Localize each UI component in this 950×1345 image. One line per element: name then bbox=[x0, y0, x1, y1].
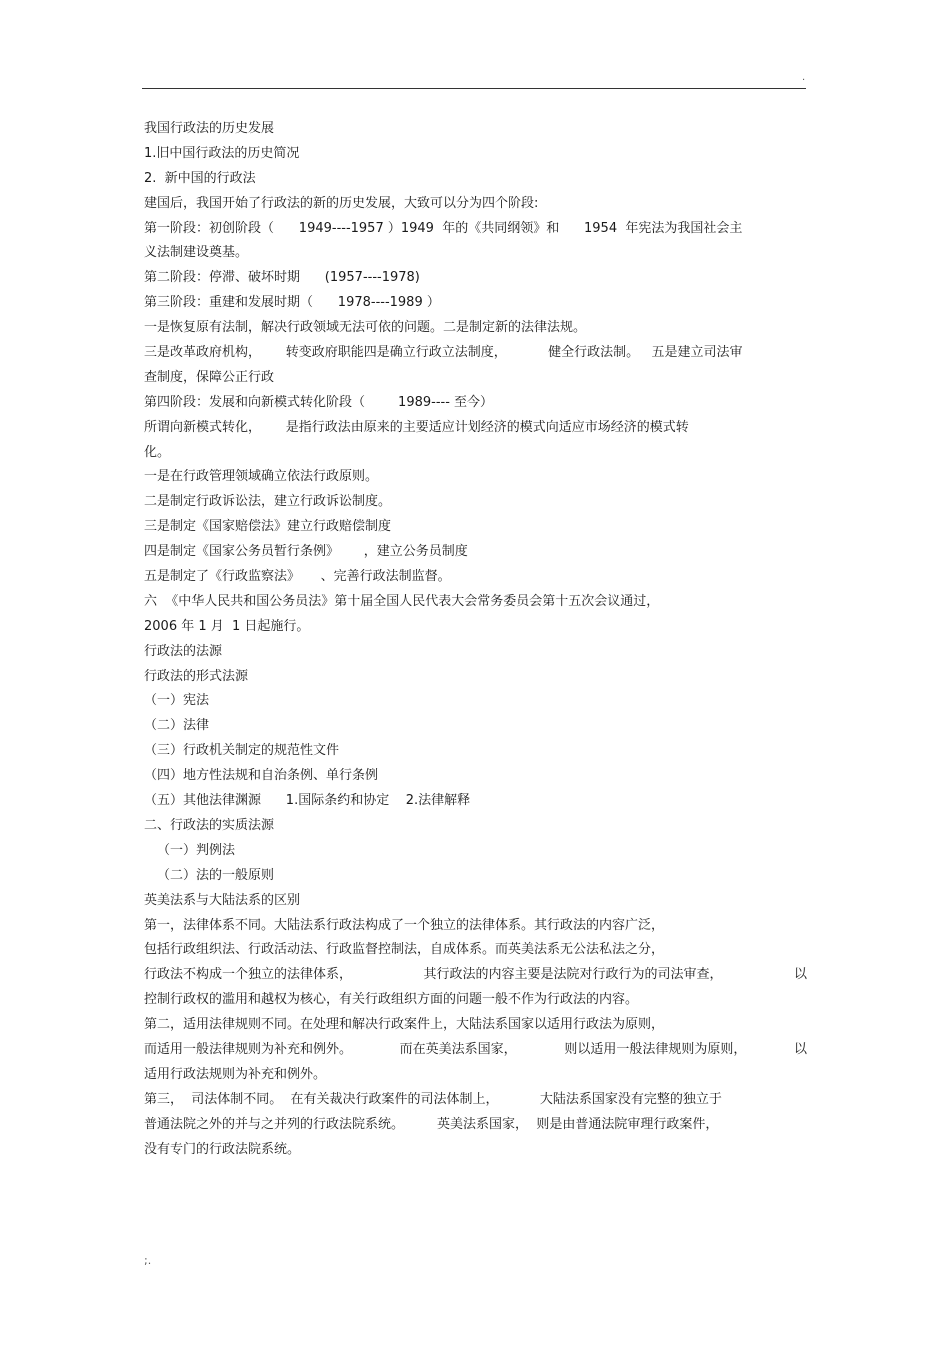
list-item: 四是制定《国家公务员暂行条例》 ，建立公务员制度 bbox=[144, 544, 468, 560]
paragraph-line: 第一阶段：初创阶段（ 1949----1957 ）1949 年的《共同纲领》和 1954 年宪法为我国社会主 bbox=[144, 220, 743, 236]
paragraph-line: 第三， 司法体制不同。 在有关裁决行政案件的司法体制上， 大陆法系国家没有完整的独立于 bbox=[144, 1091, 722, 1107]
list-item: （二）法的一般原则 bbox=[157, 867, 275, 883]
paragraph-line: 第一，法律体系不同。大陆法系行政法构成了一个独立的法律体系。其行政法的内容广泛， bbox=[144, 917, 665, 933]
list-item: 六 《中华人民共和国公务员法》第十届全国人民代表大会常务委员会第十五次会议通过， bbox=[144, 593, 660, 609]
list-item: （一）宪法 bbox=[144, 693, 210, 709]
paragraph-line: 2006 年 1 月 1 日起施行。 bbox=[144, 618, 310, 634]
header-rule bbox=[142, 88, 806, 89]
list-item: （五）其他法律渊源 1.国际条约和协定 2.法律解释 bbox=[144, 793, 471, 809]
document-body bbox=[144, 117, 809, 1162]
paragraph-line: 三是改革政府机构， 转变政府职能四是确立行政立法制度， 健全行政法制。 五是建立司法审 bbox=[144, 345, 743, 361]
list-item: 五是制定了《行政监察法》 、完善行政法制监督。 bbox=[144, 569, 451, 585]
paragraph-line: 化。 bbox=[144, 444, 171, 460]
section-heading: 1.旧中国行政法的历史简况 bbox=[144, 145, 300, 161]
paragraph-line: 所谓向新模式转化， 是指行政法由原来的主要适应计划经济的模式向适应市场经济的模式转 bbox=[144, 419, 689, 435]
text-segment: 而适用一般法律规则为补充和例外。 bbox=[144, 1041, 353, 1057]
section-heading: 行政法的形式法源 bbox=[144, 668, 249, 684]
list-item: 二是制定行政诉讼法，建立行政诉讼制度。 bbox=[144, 494, 392, 510]
text-segment: 以 bbox=[793, 1041, 807, 1057]
text-segment: 其行政法的内容主要是法院对行政行为的司法审查， bbox=[423, 967, 723, 983]
text-segment: 则以适用一般法律规则为原则， bbox=[564, 1041, 747, 1057]
paragraph-line: 第二，适用法律规则不同。在处理和解决行政案件上，大陆法系国家以适用行政法为原则， bbox=[144, 1017, 665, 1033]
text-segment: 以 bbox=[793, 967, 807, 983]
paragraph-line: 义法制建设奠基。 bbox=[144, 245, 249, 261]
text-segment: 而在英美法系国家， bbox=[399, 1041, 517, 1057]
header-mark: . bbox=[802, 72, 806, 83]
doc-title: 我国行政法的历史发展 bbox=[144, 121, 275, 136]
section-heading: 英美法系与大陆法系的区别 bbox=[144, 892, 301, 908]
list-item: （二）法律 bbox=[144, 718, 210, 734]
paragraph-line: 第三阶段：重建和发展时期（ 1978----1989 ） bbox=[144, 295, 440, 311]
paragraph-line: 第四阶段：发展和向新模式转化阶段（ 1989---- 至今） bbox=[144, 394, 494, 410]
paragraph-line: 一是恢复原有法制，解决行政领域无法可依的问题。二是制定新的法律法规。 bbox=[144, 320, 587, 336]
list-item: （四）地方性法规和自治条例、单行条例 bbox=[144, 768, 379, 784]
paragraph-line: 没有专门的行政法院系统。 bbox=[144, 1141, 301, 1157]
paragraph-line: 建国后，我国开始了行政法的新的历史发展，大致可以分为四个阶段: bbox=[144, 195, 539, 211]
paragraph-line bbox=[144, 1038, 807, 1063]
paragraph-line: 包括行政组织法、行政活动法、行政监督控制法，自成体系。而英美法系无公法私法之分， bbox=[144, 942, 665, 958]
text-segment: 行政法不构成一个独立的法律体系， bbox=[144, 967, 353, 983]
paragraph-line bbox=[144, 963, 807, 988]
section-heading: 行政法的法源 bbox=[144, 643, 223, 659]
paragraph-line: 控制行政权的滥用和越权为核心，有关行政组织方面的问题一般不作为行政法的内容。 bbox=[144, 992, 639, 1008]
footer-mark: ;. bbox=[144, 1254, 152, 1267]
section-heading: 2. 新中国的行政法 bbox=[144, 170, 256, 186]
paragraph-line: 适用行政法规则为补充和例外。 bbox=[144, 1066, 327, 1082]
paragraph-line: 查制度，保障公正行政 bbox=[144, 369, 275, 385]
list-item: 一是在行政管理领域确立依法行政原则。 bbox=[144, 469, 379, 485]
list-item: （一）判例法 bbox=[157, 842, 236, 858]
paragraph-line: 第二阶段：停滞、破坏时期 (1957----1978) bbox=[144, 270, 420, 286]
paragraph-line: 普通法院之外的并与之并列的行政法院系统。 英美法系国家， 则是由普通法院审理行政案件， bbox=[144, 1116, 719, 1132]
list-item: （三）行政机关制定的规范性文件 bbox=[144, 743, 340, 759]
section-heading: 二、行政法的实质法源 bbox=[144, 817, 275, 833]
list-item: 三是制定《国家赔偿法》建立行政赔偿制度 bbox=[144, 519, 392, 535]
